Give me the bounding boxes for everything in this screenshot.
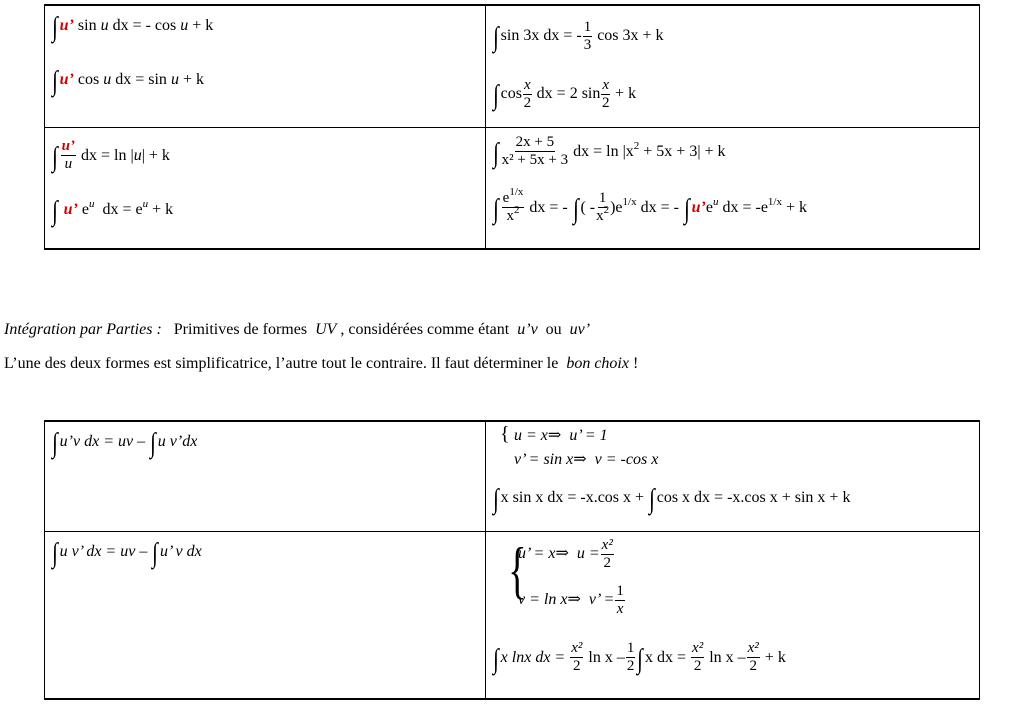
ou-label: ou <box>545 321 562 338</box>
cell-x-sin-x <box>486 421 980 531</box>
integral-sign: ∫ <box>572 193 579 225</box>
integral-sign: ∫ <box>51 141 58 173</box>
section-desc: Primitives de formes <box>173 321 308 338</box>
formula-parts-1: ∫ u’v dx = uv – ∫ u v’dx <box>51 428 198 459</box>
sub-u-equals-x: u = x⇒ u’ = 1 <box>514 427 608 444</box>
integral-sign: ∫ <box>492 80 499 111</box>
integral-sign: ∫ <box>51 195 58 227</box>
integration-parts-table <box>44 420 980 700</box>
formula-u-over-u: ∫ $\frac{u’}{u}$ dx = ln |u| + k <box>51 138 170 173</box>
brace: { <box>500 423 510 445</box>
formula-cos-x-over-2: ∫ cos $\frac{x}{2}$ dx = 2 sin $\frac{x}{2}$ + k <box>492 76 637 111</box>
cell-sin3x-cos <box>486 5 980 127</box>
uv1-label: u’v <box>517 321 538 338</box>
formula-sin3x: ∫ sin 3x dx = - $\frac{1}{3}$ cos 3x + k <box>492 18 664 53</box>
brace: { <box>508 533 527 605</box>
integral-sign: ∫ <box>637 643 644 675</box>
formula-x-ln-x: ∫ x lnx dx = $\frac{\text{x²}}{2}$ ln x – $\frac{1}{2}$ ∫ x dx = $\frac{\text{x²}}{2}$ ln x – $\frac{\text{x²}}{2}$ + k <box>492 640 786 675</box>
section-line2 <box>4 355 638 373</box>
integral-sign: ∫ <box>492 22 499 53</box>
uv-label: UV <box>315 321 337 338</box>
section-title: Intégration par Parties : <box>4 321 162 338</box>
primitives-table <box>44 4 980 250</box>
integral-sign: ∫ <box>492 137 499 169</box>
formula-parts-2: ∫ u v’ dx = uv – ∫ u’ v dx <box>51 537 202 569</box>
integral-sign: ∫ <box>492 193 499 225</box>
bon-choix: bon choix <box>566 355 629 372</box>
cell-ln-exp <box>45 127 486 249</box>
integral-sign: ∫ <box>51 537 58 569</box>
cell-x-ln-x <box>486 531 980 699</box>
formula-u-exp-u: ∫ u’ $e^u$ dx = $e^u + k$ <box>51 195 174 227</box>
integral-sign: ∫ <box>492 484 499 515</box>
sub-u-prime-equals-x: u’ = x⇒ u = $\frac{\text{x²}}{2}$ <box>518 536 613 571</box>
sub-v-equals-sinx: v’ = sin x⇒ v = -cos x <box>514 451 659 468</box>
line2-text: L’une des deux formes est simplificatrice, l’autre tout le contraire. Il faut déterminer le <box>4 355 559 372</box>
formula-int-u-cos: ∫ u’ cos u dx = sin u + k <box>51 66 204 97</box>
formula-rational: ∫ $\frac{2x + 5}{\text{x² + 5x + 3}}$ dx = $\ln |x^2 + 5x + 3| + k$ <box>492 134 726 169</box>
cell-uv-formula <box>45 421 486 531</box>
integral-sign: ∫ <box>152 537 159 569</box>
section-desc2: , considérées comme étant <box>340 321 510 338</box>
integral-sign: ∫ <box>51 12 58 43</box>
cell-rational-exp <box>486 127 980 249</box>
section-integration-parts <box>4 321 590 339</box>
integral-sign: ∫ <box>492 643 499 675</box>
uv2-label: uv’ <box>569 321 591 338</box>
integral-sign: ∫ <box>150 428 156 459</box>
cell-uv-prime-formula <box>45 531 486 699</box>
formula-exp-1-over-x: ∫ $\frac{e^{1/x}}{x^2}$ dx = - ∫ ( - $\frac{1}{x^2}$ )$e^{1/x}$ dx = - ∫ $u’e^u$ dx = $-e^{1/x} + k$ <box>492 186 808 225</box>
integral-sign: ∫ <box>51 66 58 97</box>
integral-sign: ∫ <box>51 428 58 459</box>
integral-sign: ∫ <box>683 193 690 225</box>
cell-sin-cos-u <box>45 5 486 127</box>
sub-v-equals-lnx: v = ln x⇒ v’ = $\frac{1}{x}$ <box>518 582 624 617</box>
exclamation: ! <box>632 355 639 372</box>
integral-sign: ∫ <box>649 484 655 515</box>
formula-x-sin-x: ∫ x sin x dx = -x.cos x + ∫ cos x dx = -x.cos x + sin x + k <box>492 484 851 515</box>
formula-int-u-sin: ∫ u’ sin u dx = - cos u + k <box>51 12 214 43</box>
